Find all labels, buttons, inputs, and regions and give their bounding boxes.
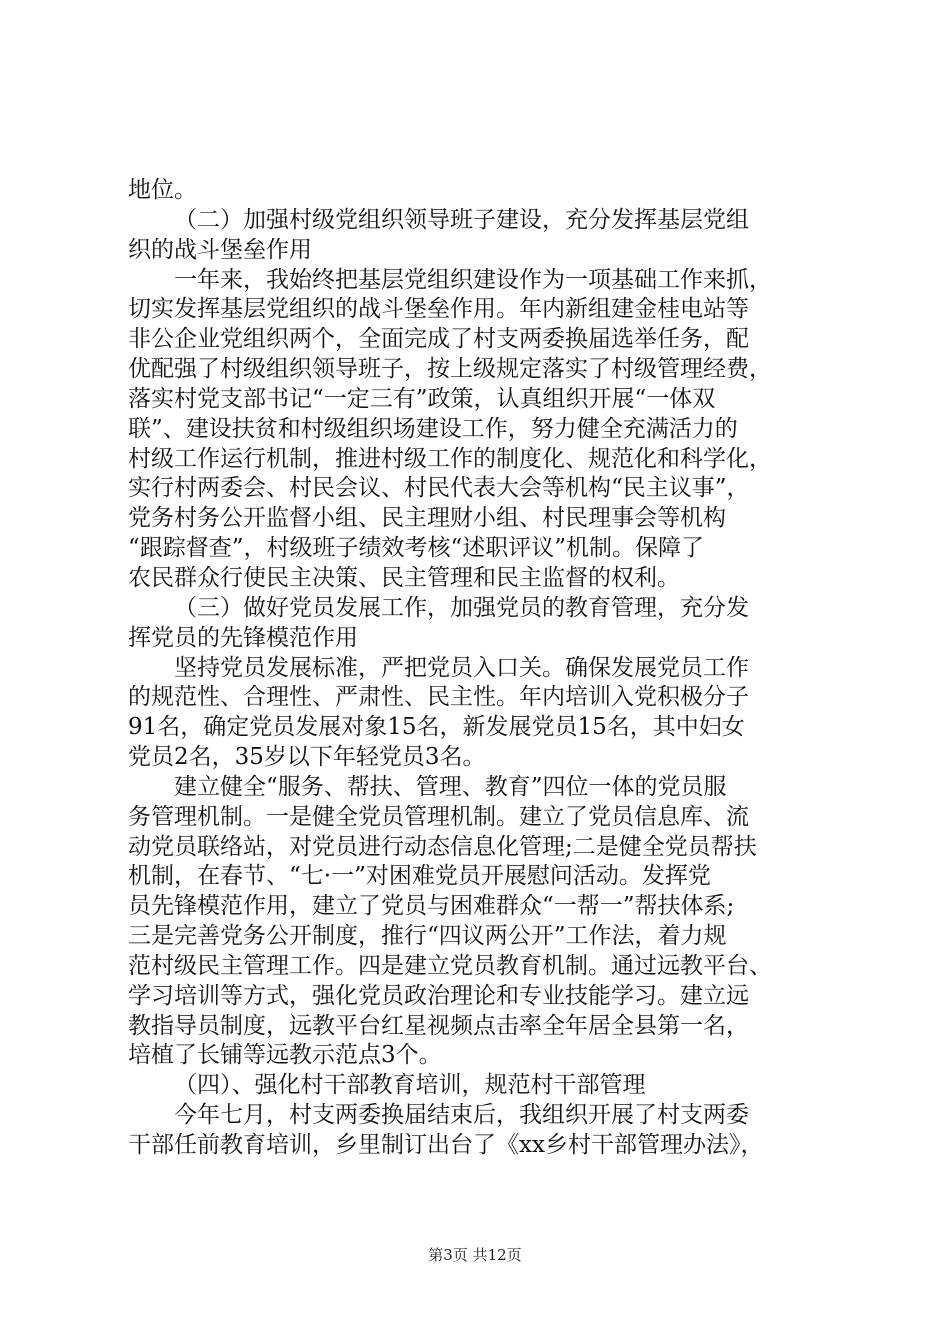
text-line: 党务村务公开监督小组、民主理财小组、村民理事会等机构 <box>128 505 726 532</box>
text-line: 今年七月，村支两委换届结束后，我组织开展了村支两委 <box>174 1102 749 1129</box>
document-body <box>128 176 832 1161</box>
text-line: 联”、建设扶贫和村级组织场建设工作，努力健全充满活力的 <box>128 415 738 442</box>
text-line: （二）加强村级党组织领导班子建设，充分发挥基层党组 <box>174 206 749 233</box>
text-line: 织的战斗堡垒作用 <box>128 236 312 263</box>
text-line: 干部任前教育培训，乡里制订出台了《xx乡村干部管理办法》， <box>128 1132 764 1158</box>
text-line: 培植了长铺等远教示范点3个。 <box>128 1042 442 1069</box>
text-line: 三是完善党务公开制度，推行“四议两公开”工作法，着力规 <box>128 923 727 950</box>
text-line: 的规范性、合理性、严肃性、民主性。年内培训入党积极分子 <box>128 684 749 711</box>
text-line: 机制，在春节、“七·一”对困难党员开展慰问活动。发挥党 <box>128 863 711 890</box>
text-line: “跟踪督查”，村级班子绩效考核“述职评议”机制。保障了 <box>128 535 705 562</box>
text-line: 党员2名，35岁以下年轻党员3名。 <box>128 744 486 771</box>
text-line: 实行村两委会、村民会议、村民代表大会等机构“民主议事”， <box>128 475 750 502</box>
text-line: 教指导员制度，远教平台红星视频点击率全年居全县第一名， <box>128 1012 749 1039</box>
text-line: 一年来，我始终把基层党组织建设作为一项基础工作来抓， <box>174 266 772 293</box>
text-line: 建立健全“服务、帮扶、管理、教育”四位一体的党员服 <box>174 773 727 800</box>
text-line: （四）、强化村干部教育培训，规范村干部管理 <box>174 1072 646 1099</box>
text-line: 切实发挥基层党组织的战斗堡垒作用。年内新组建金桂电站等 <box>128 296 749 323</box>
text-line: 村级工作运行机制，推进村级工作的制度化、规范化和科学化， <box>128 445 772 472</box>
page-footer: 第3页 共12页 <box>428 1246 522 1264</box>
text-line: 非公企业党组织两个，全面完成了村支两委换届选举任务，配 <box>128 326 749 353</box>
text-line: 落实村党支部书记“一定三有”政策，认真组织开展“一体双 <box>128 385 716 412</box>
text-line: 范村级民主管理工作。四是建立党员教育机制。通过远教平台、 <box>128 952 772 979</box>
text-line: 优配强了村级组织领导班子，按上级规定落实了村级管理经费， <box>128 356 772 383</box>
text-line: 农民群众行使民主决策、民主管理和民主监督的权利。 <box>128 564 680 591</box>
text-line: 学习培训等方式，强化党员政治理论和专业技能学习。建立远 <box>128 982 749 1009</box>
text-line: 员先锋模范作用，建立了党员与困难群众“一帮一”帮扶体系; <box>128 893 735 920</box>
text-line: 91名，确定党员发展对象15名，新发展党员15名，其中妇女 <box>128 714 745 741</box>
text-line: 务管理机制。一是健全党员管理机制。建立了党员信息库、流 <box>128 803 749 830</box>
text-line: 坚持党员发展标准，严把党员入口关。确保发展党员工作 <box>174 654 749 681</box>
text-line: 动党员联络站，对党员进行动态信息化管理;二是健全党员帮扶 <box>128 833 757 860</box>
text-line: （三）做好党员发展工作，加强党员的教育管理，充分发 <box>174 594 749 621</box>
text-line: 挥党员的先锋模范作用 <box>128 624 358 651</box>
text-line: 地位。 <box>128 177 197 203</box>
